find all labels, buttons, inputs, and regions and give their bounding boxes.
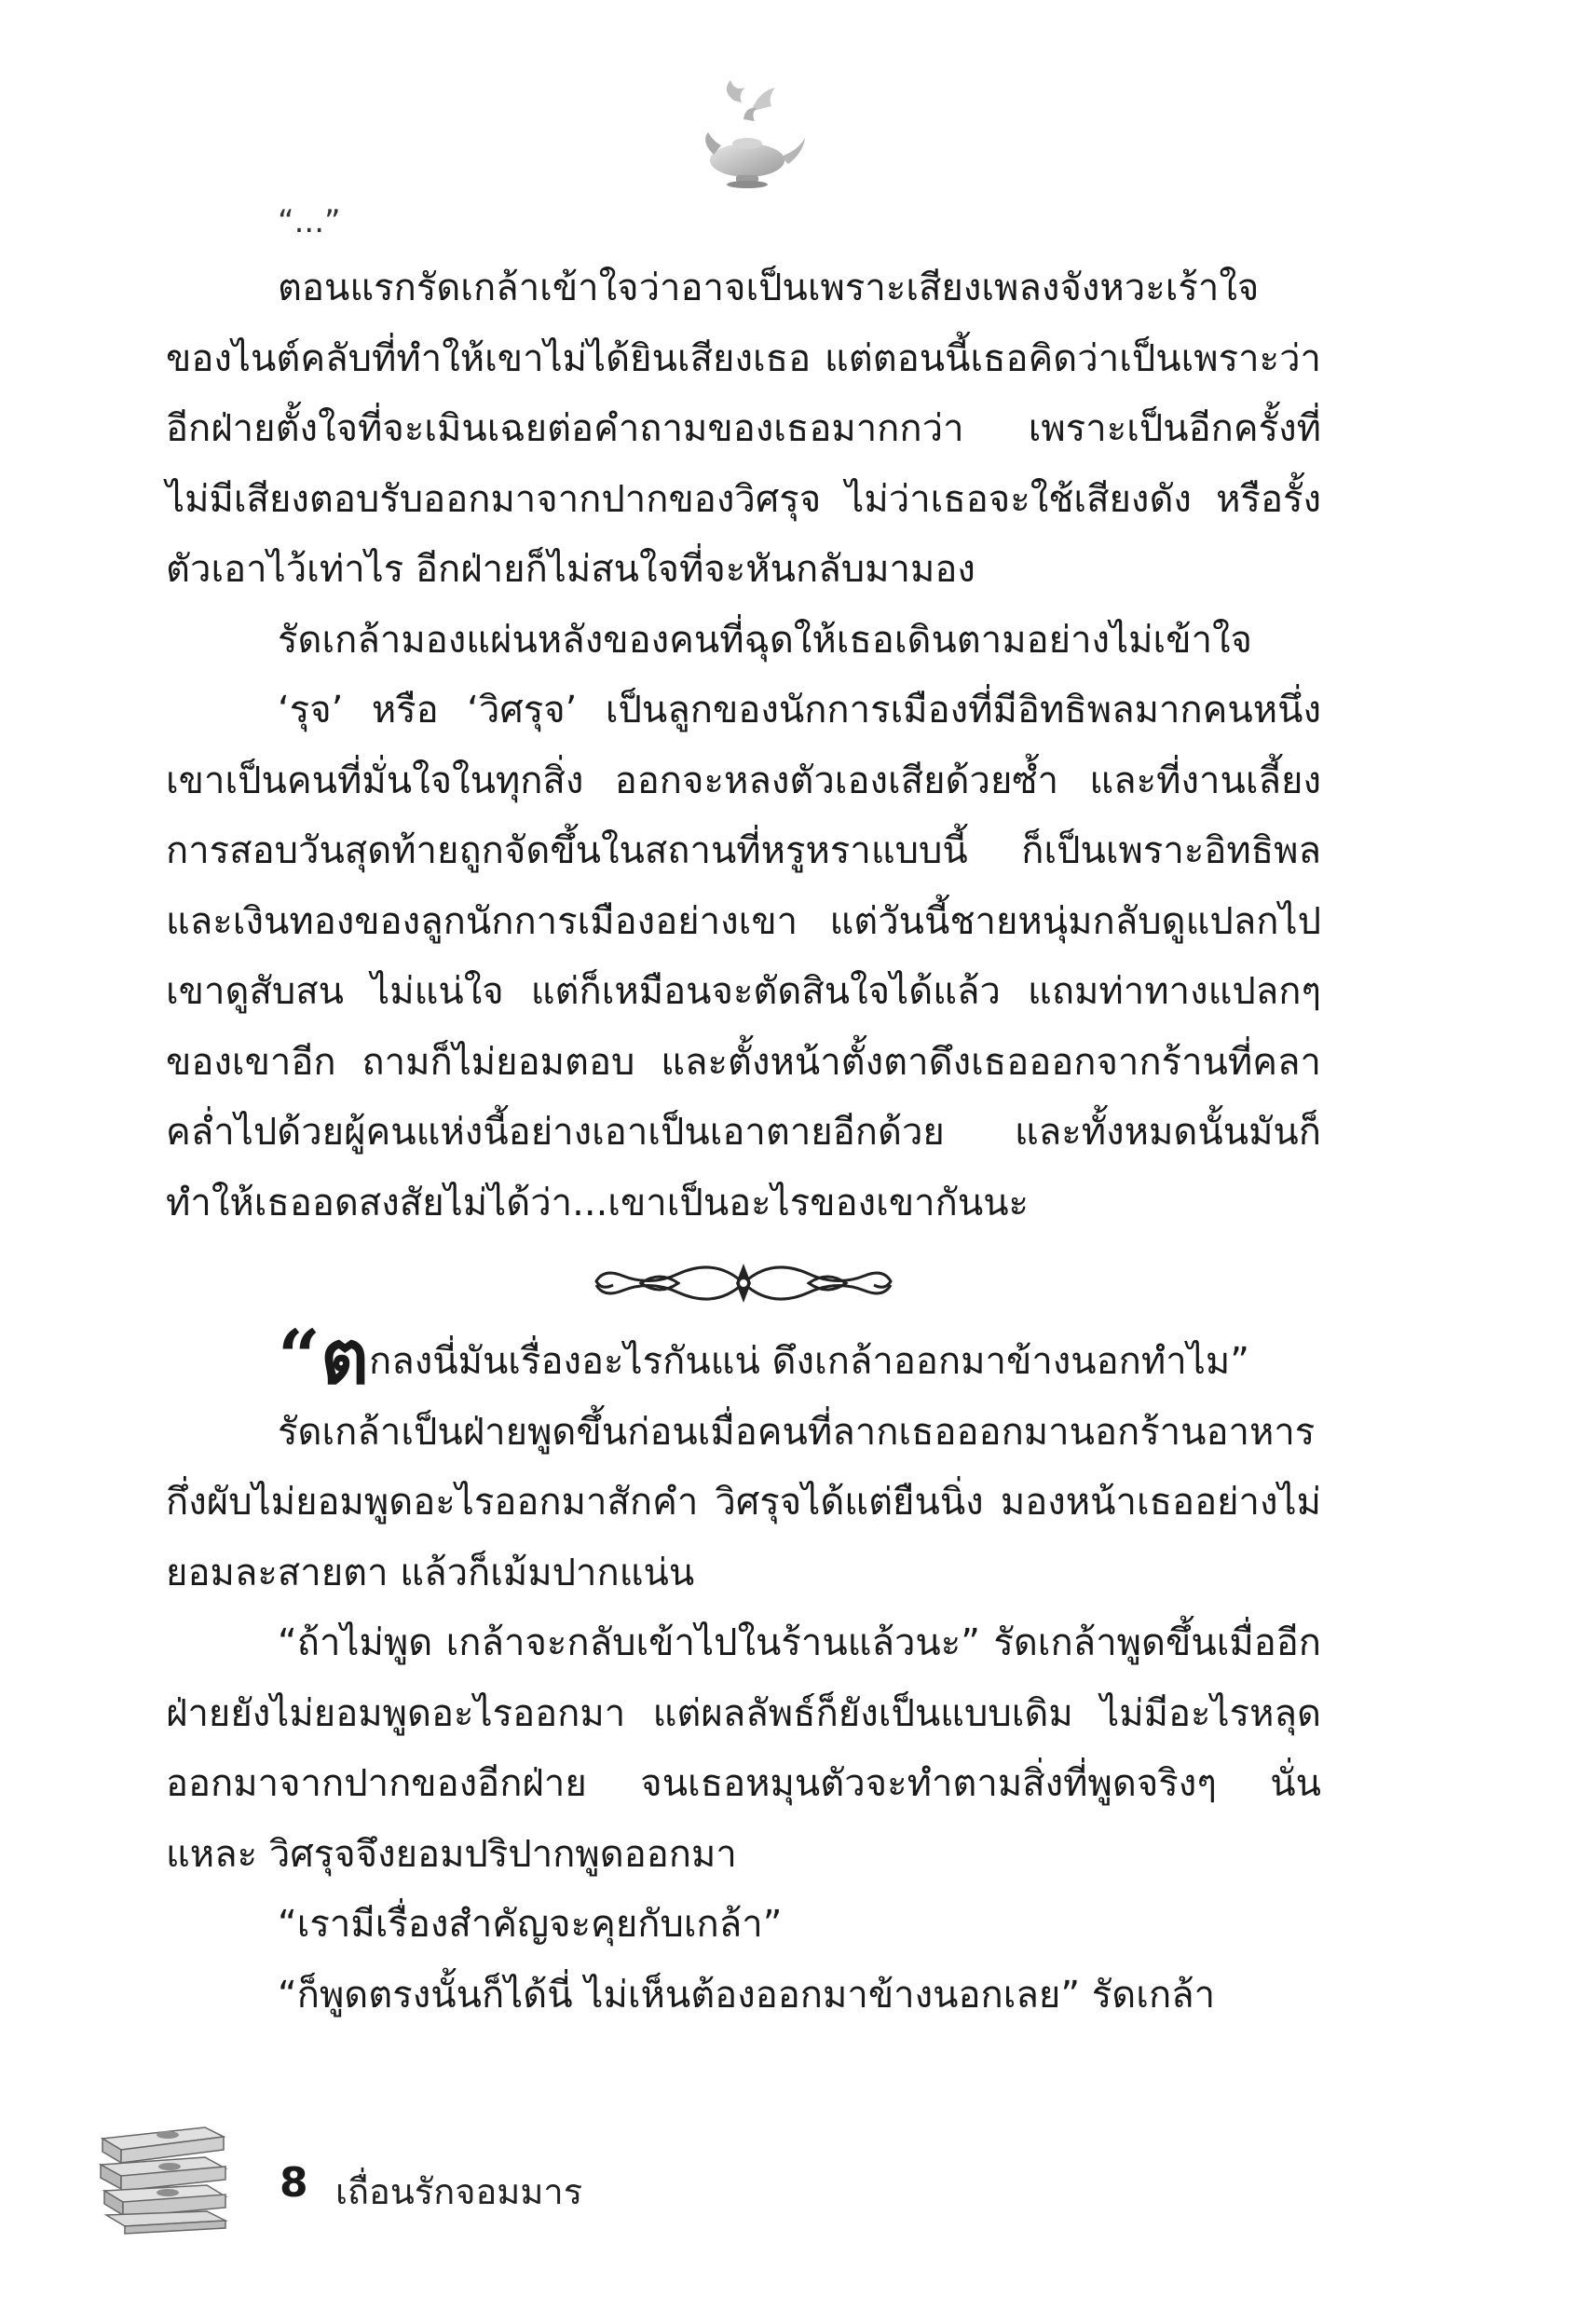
page-footer (93, 2111, 839, 2241)
scroll-flourish-icon (585, 1251, 902, 1316)
dropcap-paragraph (166, 1313, 1321, 1401)
dropcap-rest: กลงนี่มันเรื่องอะไรกันแน่ ดึงเกล้าออกมาข้างนอกทำไม” (368, 1340, 1249, 1383)
paragraph: “ถ้าไม่พูด เกล้าจะกลับเข้าไปในร้านแล้วนะ” รัดเกล้าพูดขึ้นเมื่ออีกฝ่ายยังไม่ยอมพูดอะไรออกมา แต่ผลลัพธ์ก็ยังเป็นแบบเดิม ไม่มีอะไรหลุดออกมาจากปากของอีกฝ่าย จนเธอหมุนตัวจะทำตามสิ่งที่พูดจริงๆ นั่นแหละ วิศรุจจึงยอมปริปากพูดออกมา (166, 1621, 1321, 1876)
paragraph: “ก็พูดตรงนั้นก็ได้นี่ ไม่เห็นต้องออกมาข้างนอกเลย” รัดเกล้า (278, 1973, 1216, 2017)
paragraph: ‘รุจ’ หรือ ‘วิศรุจ’ เป็นลูกของนักการเมืองที่มีอิทธิพลมากคนหนึ่ง เขาเป็นคนที่มั่นใจในทุกสิ่ง ออกจะหลงตัวเองเสียด้วยซ้ำ และที่งานเลี้ยงการสอบวันสุดท้ายถูกจัดขึ้นในสถานที่หรูหราแบบนี้ ก็เป็นเพราะอิทธิพลและเงินทองของลูกนักการเมืองอย่างเขา แต่วันนี้ชายหนุ่มกลับดูแปลกไป เขาดูสับสน ไม่แน่ใจ แต่ก็เหมือนจะตัดสินใจได้แล้ว แถมท่าทางแปลกๆ ของเขาอีก ถามก็ไม่ยอมตอบ และตั้งหน้าตั้งตาดึงเธอออกจากร้านที่คลาคล่ำไปด้วยผู้คนแห่งนี้อย่างเอาเป็นเอาตายอีกด้วย และทั้งหมดนั้นมันก็ทำให้เธออดสงสัยไม่ได้ว่า...เขาเป็นอะไรของเขากันนะ (166, 689, 1321, 1224)
book-title: เถื่อนรักจอมมาร (335, 2171, 583, 2212)
dropcap-letter: ต (321, 1314, 369, 1401)
paragraph: รัดเกล้ามองแผ่นหลังของคนที่ฉุดให้เธอเดินตามอย่างไม่เข้าใจ (278, 618, 1252, 662)
paragraph: รัดเกล้าเป็นฝ่ายพูดขึ้นก่อนเมื่อคนที่ลากเธอออกมานอกร้านอาหารกึ่งผับไม่ยอมพูดอะไรออกมาสักคำ วิศรุจได้แต่ยืนนิ่ง มองหน้าเธออย่างไม่ยอมละสายตา แล้วก็เม้มปากแน่น (166, 1410, 1321, 1594)
page-number: 8 (280, 2159, 308, 2207)
paragraph: “เรามีเรื่องสำคัญจะคุยกับเกล้า” (278, 1903, 783, 1946)
genie-lamp-icon (689, 75, 811, 196)
ellipsis-line: “...” (278, 203, 341, 240)
body-text (166, 196, 1321, 2031)
money-stack-icon (93, 2111, 233, 2236)
dropcap-quote: “ (278, 1313, 321, 1401)
paragraph: ตอนแรกรัดเกล้าเข้าใจว่าอาจเป็นเพราะเสียงเพลงจังหวะเร้าใจของไนต์คลับที่ทำให้เขาไม่ได้ยินเสียงเธอ แต่ตอนนี้เธอคิดว่าเป็นเพราะว่าอีกฝ่ายตั้งใจที่จะเมินเฉยต่อคำถามของเธอมากกว่า เพราะเป็นอีกครั้งที่ไม่มีเสียงตอบรับออกมาจากปากของวิศรุจ ไม่ว่าเธอจะใช้เสียงดัง หรือรั้งตัวเอาไว้เท่าไร อีกฝ่ายก็ไม่สนใจที่จะหันกลับมามอง (166, 267, 1321, 591)
